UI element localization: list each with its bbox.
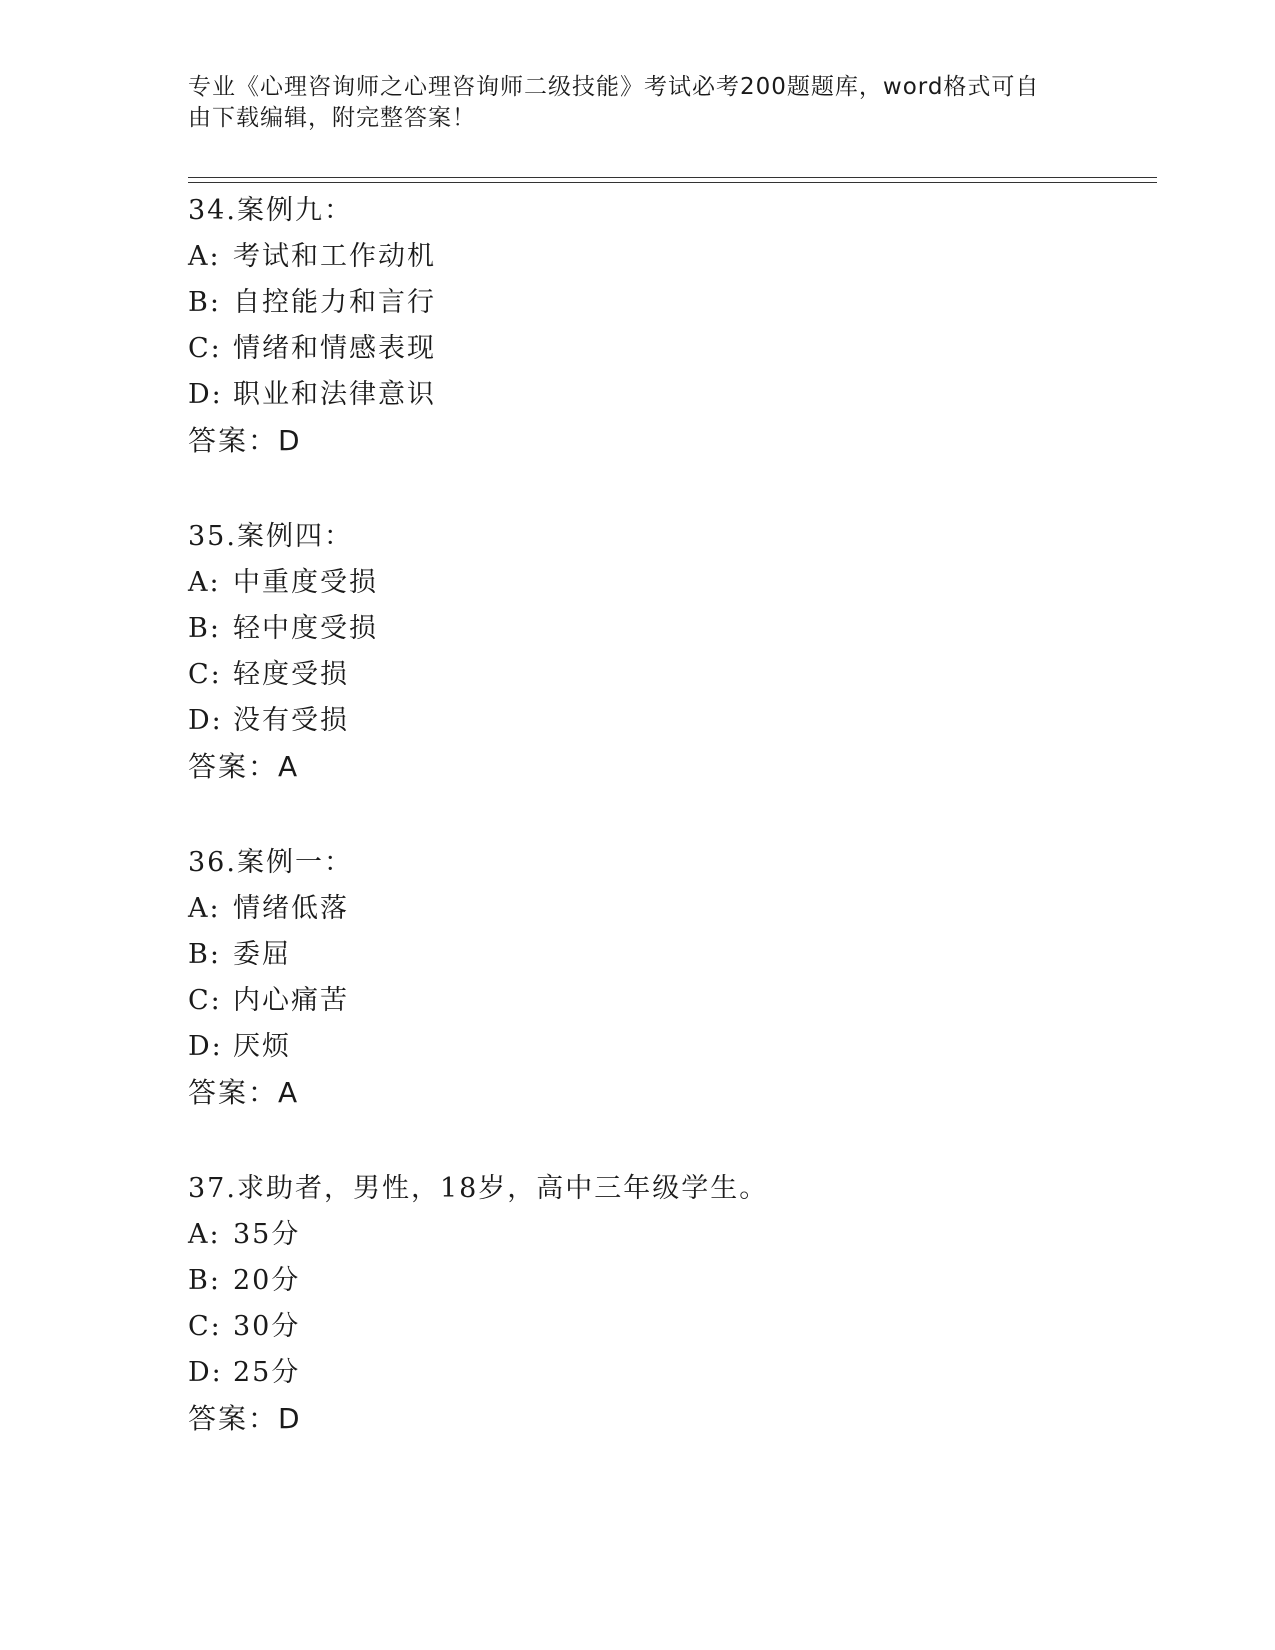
option-label: B: [188, 939, 221, 970]
question-37 [188, 1166, 1148, 1442]
option-c [188, 326, 1148, 372]
option-d [188, 372, 1148, 418]
option-a [188, 234, 1148, 280]
option-c [188, 1304, 1148, 1350]
document-header [188, 72, 1088, 134]
option-a [188, 560, 1148, 606]
answer: 答案：D [188, 424, 302, 457]
option-a [188, 886, 1148, 932]
option-text: 情绪低落 [233, 893, 349, 924]
option-b [188, 280, 1148, 326]
option-text: 情绪和情感表现 [233, 333, 436, 364]
option-label: C: [188, 333, 222, 364]
option-label: A: [188, 241, 221, 272]
option-text: 委屈 [233, 939, 291, 970]
option-d [188, 698, 1148, 744]
option-d [188, 1024, 1148, 1070]
option-text: 没有受损 [233, 705, 349, 736]
option-text: 中重度受损 [233, 567, 378, 598]
question-title: 36.案例一： [188, 847, 353, 878]
option-a [188, 1212, 1148, 1258]
option-label: D: [188, 379, 223, 410]
option-label: B: [188, 1265, 221, 1296]
option-label: A: [188, 567, 221, 598]
option-text: 轻度受损 [233, 659, 349, 690]
option-text: 30分 [233, 1311, 301, 1342]
question-list [188, 188, 1148, 1492]
option-label: A: [188, 893, 221, 924]
option-d [188, 1350, 1148, 1396]
option-b [188, 1258, 1148, 1304]
option-text: 内心痛苦 [233, 985, 349, 1016]
option-text: 35分 [233, 1219, 301, 1250]
option-label: D: [188, 1031, 223, 1062]
option-label: C: [188, 985, 222, 1016]
option-label: A: [188, 1219, 221, 1250]
option-label: C: [188, 659, 222, 690]
option-label: D: [188, 1357, 223, 1388]
option-label: D: [188, 705, 223, 736]
answer: 答案：A [188, 750, 300, 783]
option-c [188, 978, 1148, 1024]
option-c [188, 652, 1148, 698]
header-line-2: 由下载编辑，附完整答案！ [188, 105, 476, 131]
option-text: 轻中度受损 [233, 613, 378, 644]
header-line-1: 专业《心理咨询师之心理咨询师二级技能》考试必考200题题库，word格式可自 [188, 74, 1040, 100]
option-label: B: [188, 287, 221, 318]
question-34 [188, 188, 1148, 464]
option-text: 厌烦 [233, 1031, 291, 1062]
option-b [188, 606, 1148, 652]
option-text: 25分 [233, 1357, 301, 1388]
option-label: C: [188, 1311, 222, 1342]
question-35 [188, 514, 1148, 790]
question-title: 35.案例四： [188, 521, 353, 552]
option-text: 20分 [233, 1265, 301, 1296]
option-b [188, 932, 1148, 978]
option-text: 职业和法律意识 [233, 379, 436, 410]
option-label: B: [188, 613, 221, 644]
question-title: 34.案例九： [188, 195, 353, 226]
header-divider-top [188, 177, 1157, 178]
option-text: 自控能力和言行 [233, 287, 436, 318]
answer: 答案：A [188, 1076, 300, 1109]
option-text: 考试和工作动机 [233, 241, 436, 272]
question-title: 37.求助者，男性，18岁，高中三年级学生。 [188, 1173, 769, 1204]
question-36 [188, 840, 1148, 1116]
header-divider-bottom [188, 182, 1157, 183]
answer: 答案：D [188, 1402, 302, 1435]
